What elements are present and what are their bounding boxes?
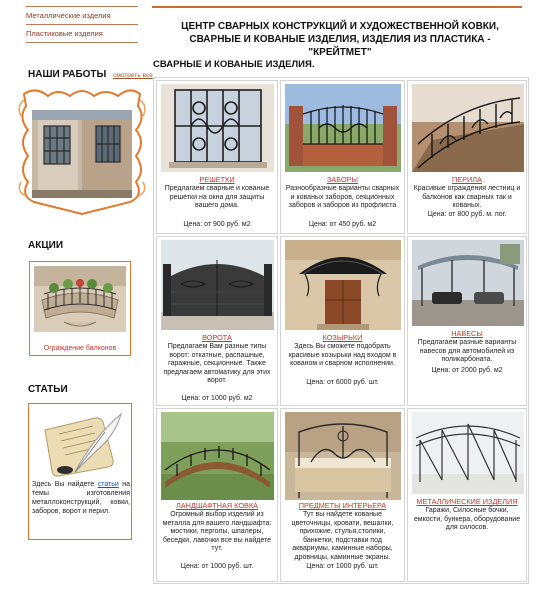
articles-card (28, 403, 132, 540)
works-heading-label: НАШИ РАБОТЫ (28, 69, 107, 80)
section-title: СВАРНЫЕ И КОВАНЫЕ ИЗДЕЛИЯ. (153, 59, 315, 70)
header-rule (152, 6, 522, 8)
product-price: Цена: от 800 руб. м. пог. (427, 211, 507, 218)
product-title[interactable]: ЗАБОРЫ (327, 175, 358, 184)
product-description: Гаражи, Силосные бочки, емкости, бункера, оборудование для силосов. (413, 507, 521, 532)
product-price: Цена: от 1000 руб. шт. (306, 563, 379, 570)
gate-icon (161, 240, 274, 330)
product-title[interactable]: ВОРОТА (202, 333, 232, 342)
works-gallery-image[interactable] (18, 86, 146, 216)
product-description: Тут вы найдете кованые цветочницы, кровати, вешалки, прихожие, стулья,столики, банкетки, подставки под аквариумы, каминные наборы, дровницы, каминные экраны. (291, 511, 394, 561)
product-title[interactable]: ЛАНДШАФТНАЯ КОВКА (175, 501, 259, 510)
product-price: Цена: от 2000 руб. м2 (431, 367, 503, 374)
sidebar-divider (26, 6, 138, 7)
steel-frame-icon (412, 412, 524, 494)
articles-text-after: на темы изготовления металлоконструкций, ковки, заборов, ворот и перил. (32, 481, 130, 515)
product-title[interactable]: РЕШЕТКИ (199, 175, 235, 184)
carport-icon (412, 240, 524, 326)
product-price: Цена: от 1000 руб. шт. (180, 563, 254, 570)
left-sidebar (0, 0, 153, 596)
promo-card[interactable] (29, 261, 131, 356)
product-title[interactable]: НАВЕСЫ (451, 329, 483, 338)
product-title[interactable]: МЕТАЛЛИЧЕСКИЕ ИЗДЕЛИЯ (416, 497, 518, 506)
bridge-icon (161, 412, 274, 500)
product-card-carports[interactable] (407, 236, 527, 406)
window-grille-icon (161, 84, 274, 172)
product-card-landscape[interactable] (156, 408, 278, 582)
canopy-icon (285, 240, 401, 330)
product-card-fences[interactable] (280, 80, 405, 234)
sidebar-link-metal[interactable]: Металлические изделия (26, 11, 111, 20)
product-title[interactable]: ПЕРИЛА (452, 175, 482, 184)
product-description: Предлагаем Вам разные типы ворот: откатные, распашные, гаражные, секционные. Также предлагаем автоматику для этих ворот. (163, 343, 271, 385)
bed-icon (285, 412, 401, 500)
articles-heading: СТАТЬИ (28, 384, 68, 395)
works-all-link[interactable]: смотреть все (113, 72, 153, 79)
product-card-metal-structures[interactable] (407, 408, 527, 582)
articles-text-before: Здесь Вы найдете (32, 481, 95, 488)
product-description: Огромный выбор изделий из металла для вашего ландшафта: мостики, перголы, шпалеры, беседки, лавочки все вы найдете тут. (162, 511, 272, 553)
product-card-grilles[interactable] (156, 80, 278, 234)
products-grid (153, 77, 529, 584)
product-description: Предлагаем сварные и кованые решетки на окна для защиты вашего дома. (164, 185, 270, 210)
fence-icon (285, 84, 401, 172)
quill-scroll-icon (35, 408, 127, 478)
works-heading (28, 69, 153, 80)
product-card-gates[interactable] (156, 236, 278, 406)
sidebar-link-plastic[interactable]: Пластиковые изделия (26, 29, 103, 38)
product-card-interior[interactable] (280, 408, 405, 582)
promo-heading: АКЦИИ (28, 240, 64, 251)
sidebar-divider (26, 42, 138, 43)
articles-link[interactable]: статьи (97, 481, 119, 488)
railing-icon (412, 84, 524, 172)
balcony-icon (34, 266, 126, 332)
product-description: Здесь Вы сможете подобрать красивые козырьки над входом в кованом и сварном исполнении. (288, 343, 397, 368)
product-description: Красивые ограждения лестниц и балконов как сварных так и кованых. (413, 185, 521, 210)
product-price: Цена: от 1000 руб. м2 (181, 395, 253, 402)
product-price: Цена: от 450 руб. м2 (308, 221, 377, 228)
articles-description (32, 480, 130, 516)
product-price: Цена: от 6000 руб. шт. (306, 379, 379, 386)
page-title: ЦЕНТР СВАРНЫХ КОНСТРУКЦИЙ И ХУДОЖЕСТВЕННОЙ КОВКИ, СВАРНЫЕ И КОВАНЫЕ ИЗДЕЛИЯ, ИЗДЕЛИЯ ИЗ ПЛАСТИКА - "КРЕЙТМЕТ" (181, 21, 499, 58)
ornate-frame-icon (18, 86, 146, 216)
product-title[interactable]: ПРЕДМЕТЫ ИНТЕРЬЕРА (298, 501, 387, 510)
promo-caption[interactable]: Ограждение балконов (43, 345, 117, 352)
product-card-canopies[interactable] (280, 236, 405, 406)
product-description: Предлагаем разные варианты навесов для автомобилей из поликарбоната. (417, 339, 517, 364)
product-card-railings[interactable] (407, 80, 527, 234)
product-price: Цена: от 900 руб. м2 (183, 221, 251, 228)
sidebar-divider (26, 24, 138, 25)
product-description: Разнообразные варианты сварных и кованых заборов, секционных заборов и заборов из профлиста (285, 185, 400, 210)
product-title[interactable]: КОЗЫРЬКИ (322, 333, 363, 342)
